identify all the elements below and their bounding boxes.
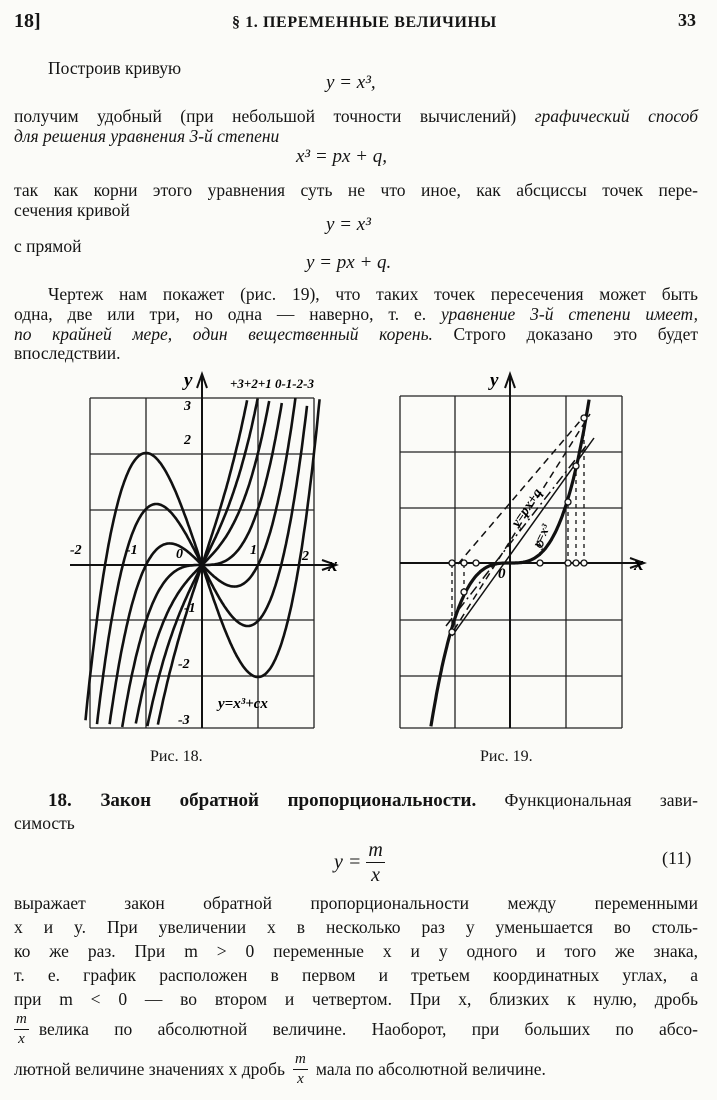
x-tick: 1 bbox=[250, 543, 257, 558]
paragraph-line bbox=[14, 106, 698, 127]
equation-number: (11) bbox=[662, 848, 692, 868]
axis-y-label: y bbox=[490, 370, 499, 391]
paragraph-line bbox=[14, 324, 698, 345]
fraction-numerator: m bbox=[14, 1012, 29, 1030]
y-tick: -2 bbox=[178, 657, 190, 672]
paragraph-line bbox=[14, 1052, 698, 1087]
paragraph-line: при m < 0 — во втором и четвертом. При x, близких к нулю, дробь bbox=[14, 989, 698, 1009]
text-span: Строго доказано это будет bbox=[432, 324, 698, 344]
fraction-numerator: m bbox=[368, 839, 383, 861]
paragraph-line: сечения кривой bbox=[14, 200, 130, 220]
paragraph-line: Построив кривую bbox=[48, 58, 182, 78]
formula-equation: x³ = px + q, bbox=[296, 146, 387, 167]
paragraph-line: впоследствии. bbox=[14, 343, 121, 363]
formula-curve: y = x³ bbox=[326, 214, 371, 235]
running-title: § 1. ПЕРЕМЕННЫЕ ВЕЛИЧИНЫ bbox=[232, 14, 497, 31]
text-span: мала по абсолютной величине. bbox=[315, 1059, 546, 1079]
paragraph-line: ко же раз. При m > 0 переменные x и y одного и того же знака, bbox=[14, 941, 698, 961]
figure-19-caption: Рис. 19. bbox=[480, 748, 533, 765]
paragraph-line: симость bbox=[14, 813, 75, 833]
fraction-numerator: m bbox=[293, 1052, 308, 1070]
paragraph-line: Чертеж нам покажет (рис. 19), что таких точек пересечения может быть bbox=[48, 284, 698, 304]
y-tick: -3 bbox=[178, 713, 190, 728]
x-tick: 0 bbox=[176, 547, 183, 562]
fraction-denominator: x bbox=[297, 1071, 304, 1087]
axis-x-label: x bbox=[634, 554, 644, 575]
paragraph-line: т. е. график расположен в первом и третьем координатных углах, а bbox=[14, 965, 698, 985]
section-number: 18] bbox=[14, 10, 41, 32]
text-span: одна, две или три, но одна — наверно, т. е. bbox=[14, 304, 441, 324]
paragraph-line: так как корни этого уравнения суть не что иное, как абсциссы точек пере- bbox=[14, 180, 698, 200]
paragraph-line: для решения уравнения 3-й степени bbox=[14, 126, 280, 146]
formula-line: y = px + q. bbox=[306, 252, 392, 273]
section-heading: 18. Закон обратной пропорциональности. bbox=[48, 790, 477, 811]
formula-lhs: y = bbox=[334, 851, 362, 873]
figure-19 bbox=[390, 368, 680, 740]
y-tick: 3 bbox=[184, 399, 191, 414]
paragraph-line: выражает закон обратной пропорциональности между переменными bbox=[14, 893, 698, 913]
axis-x-label: x bbox=[328, 555, 338, 576]
fraction-denominator: x bbox=[18, 1031, 25, 1047]
figure-18-caption: Рис. 18. bbox=[150, 748, 203, 765]
italic-span: по крайней мере, один вещественный корень. bbox=[14, 324, 433, 344]
y-tick: -1 bbox=[184, 601, 196, 616]
line-label: y=px+q bbox=[508, 486, 546, 531]
fraction bbox=[293, 1052, 308, 1087]
formula-cubic: y = x³, bbox=[326, 72, 376, 93]
paragraph-line: с прямой bbox=[14, 236, 82, 256]
text-span: Функциональная зави- bbox=[476, 790, 698, 810]
axis-y-label: y bbox=[184, 370, 193, 391]
italic-span: графический способ bbox=[534, 106, 698, 126]
axes bbox=[70, 374, 336, 728]
fraction-denominator: x bbox=[371, 864, 381, 886]
origin-label: 0 bbox=[498, 566, 506, 582]
text-span: получим удобный (при небольшой точности вычислений) bbox=[14, 106, 535, 126]
curve-label: y=x³ bbox=[529, 521, 554, 550]
axes bbox=[400, 374, 644, 728]
figure-formula: y=x³+cx bbox=[218, 696, 268, 712]
x-tick: -2 bbox=[70, 543, 82, 558]
x-tick: 2 bbox=[302, 549, 309, 564]
c-values-label: +3+2+1 0-1-2-3 bbox=[230, 376, 314, 391]
formula-inverse bbox=[334, 840, 385, 885]
italic-span: уравнение 3-й степени имеет, bbox=[441, 304, 698, 324]
figure-18 bbox=[60, 368, 350, 740]
paragraph-line bbox=[14, 1012, 698, 1047]
page-number: 33 bbox=[678, 10, 696, 30]
paragraph-line bbox=[14, 304, 698, 325]
section-heading-line bbox=[48, 790, 698, 812]
text-span: велика по абсолютной величине. Наоборот, при больших по абсо- bbox=[38, 1019, 698, 1039]
fraction bbox=[366, 840, 384, 885]
x-tick: -1 bbox=[126, 543, 138, 558]
paragraph-line: x и y. При увеличении x в несколько раз y уменьшается во столь- bbox=[14, 917, 698, 937]
text-span: лютной величине значениях x дробь bbox=[14, 1059, 286, 1079]
fraction bbox=[14, 1012, 29, 1047]
y-tick: 2 bbox=[184, 433, 191, 448]
